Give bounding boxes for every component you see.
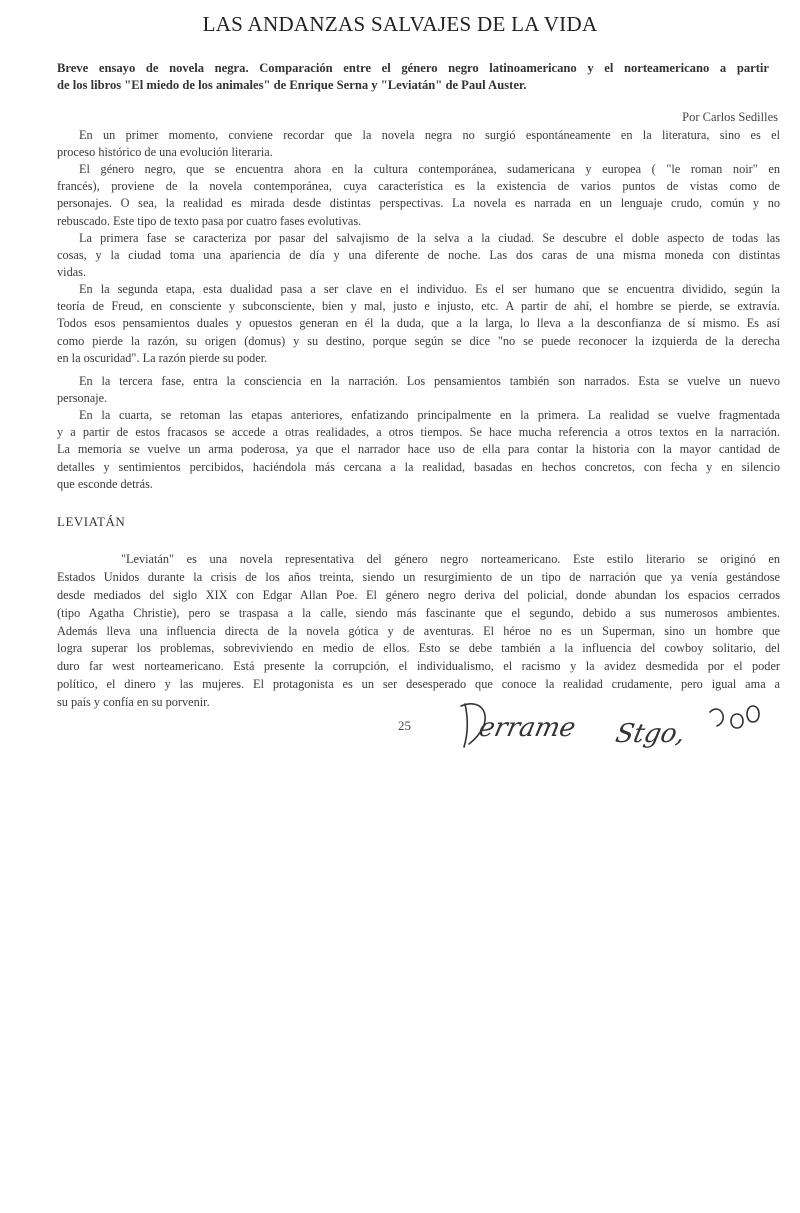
paragraph-genre — [57, 161, 780, 230]
text-line: personajes. O sea, la realidad es mirada desde distintas perspectivas. La novela es narrada en un lenguaje crudo, común y no — [57, 196, 780, 211]
text-line: logra superar los problemas, sobreviviendo en medio de ellos. Esto se debe también a la influencia del cowboy solitario, del — [57, 641, 780, 656]
text-line: duro far west norteamericano. Está presente la corrupción, el individualismo, el racismo y la avidez desmedida por el poder — [57, 659, 780, 674]
text-line: personaje. — [57, 391, 108, 406]
paragraph-leviatan — [57, 551, 780, 712]
text-line: su país y confía en su porvenir. — [57, 695, 210, 710]
text-line: cosas, y la ciudad toma una apariencia de día y una diferente de noche. Las dos caras de una misma moneda con distintas — [57, 248, 780, 263]
text-line: teoría de Freud, en consciente y subconsciente, bien y mal, justo e injusto, etc. A partir de ahí, el hombre se pierde, se extravía. — [57, 299, 780, 314]
text-line: Todos esos pensamientos duales y opuestos generan en él la duda, que a la larga, lo lleva a la desconfianza de sí mismo. Es así — [57, 316, 780, 331]
section-heading: LEVIATÁN — [57, 514, 126, 529]
text-line: como pierde la razón, su origen (domus) y su destino, porque según se dice "no se puede reconocer la izquierda de la derecha — [57, 333, 780, 348]
handwritten-signature — [455, 692, 785, 762]
text-line: francés), proviene de la novela contemporánea, cuya característica es la existencia de varios puntos de vistas como de — [57, 179, 780, 194]
paragraph-intro — [57, 127, 780, 161]
page-number: 25 — [398, 718, 411, 733]
text-line: La memoria se vuelve un arma poderosa, ya que el narrador hace uso de ella para contar la historia con la mayor cantidad de — [57, 442, 780, 457]
text-line: Estados Unidos durante la crisis de los años treinta, siendo un resurgimiento de un tipo de narración que ya venía gestándose — [57, 569, 780, 584]
text-line: La primera fase se caracteriza por pasar del salvajismo de la selva a la ciudad. Se descubre el doble aspecto de todas las — [79, 231, 780, 245]
subtitle-line: Breve ensayo de novela negra. Comparación entre el género negro latinoamericano y el norteamericano a partir — [57, 61, 769, 75]
paragraph-first-phase — [57, 230, 780, 282]
signature-date-text: Stgo, — [612, 719, 689, 749]
text-line: detalles y sentimientos percibidos, haciéndola más cercana a la realidad, basadas en hechos concretos, con fecha y en silencio — [57, 459, 780, 474]
text-line: rebuscado. Este tipo de texto pasa por cuatro fases evolutivas. — [57, 213, 362, 228]
document-title: LAS ANDANZAS SALVAJES DE LA VIDA — [202, 12, 598, 36]
subtitle-line: de los libros "El miedo de los animales" de Enrique Serna y "Leviatán" de Paul Auster. — [57, 78, 527, 93]
text-line: político, el dinero y las mujeres. El protagonista es un ser desesperado que conoce la realidad crudamente, pero igual ama a — [57, 677, 780, 692]
text-line: En la cuarta, se retoman las etapas anteriores, enfatizando principalmente en la primera. La realidad se vuelve fragmentada — [79, 408, 780, 422]
text-line: En la segunda etapa, esta dualidad pasa a ser clave en el individuo. Es el ser humano que se encuentra dividido, según la — [79, 282, 780, 296]
paragraph-fourth-phase — [57, 407, 780, 493]
subtitle — [57, 59, 769, 93]
paragraph-third-phase — [57, 373, 780, 407]
text-line: y a partir de estos fracasos se accede a otras realidades, a otros tiempos. Se hace mucha referencia a otros textos en la narración. — [57, 425, 780, 440]
paragraph-second-phase — [57, 281, 780, 367]
text-line: "Leviatán" es una novela representativa del género negro norteamericano. Este estilo literario se originó en — [121, 552, 780, 566]
text-line: En la tercera fase, entra la consciencia en la narración. Los pensamientos también son narrados. Esta se vuelve un nuevo — [79, 374, 780, 388]
text-line: proceso histórico de una evolución literaria. — [57, 145, 273, 160]
text-line: En un primer momento, conviene recordar que la novela negra no surgió espontáneamente en la literatura, sino es el — [79, 128, 780, 142]
author-byline: Por Carlos Sedilles — [682, 110, 778, 124]
text-line: en la oscuridad". La razón pierde su poder. — [57, 350, 268, 365]
text-line: (tipo Agatha Christie), pero se traspasa a la calle, siendo más fascinante que el segundo, debido a sus numerosos ambientes. — [57, 605, 780, 620]
signature-text: errame — [476, 713, 579, 743]
text-line: que esconde detrás. — [57, 476, 153, 491]
text-line: desde mediados del siglo XIX con Edgar Allan Poe. El género negro deriva del policial, donde abundan los espacios cerrados — [57, 587, 780, 602]
text-line: El género negro, que se encuentra ahora en la cultura contemporánea, sudamericana y europea ( "le roman noir" en — [79, 162, 780, 176]
text-line: vidas. — [57, 265, 87, 280]
text-line: Además lleva una influencia directa de la novela gótica y de aventuras. El héroe no es un Superman, sino un hombre que — [57, 623, 780, 638]
